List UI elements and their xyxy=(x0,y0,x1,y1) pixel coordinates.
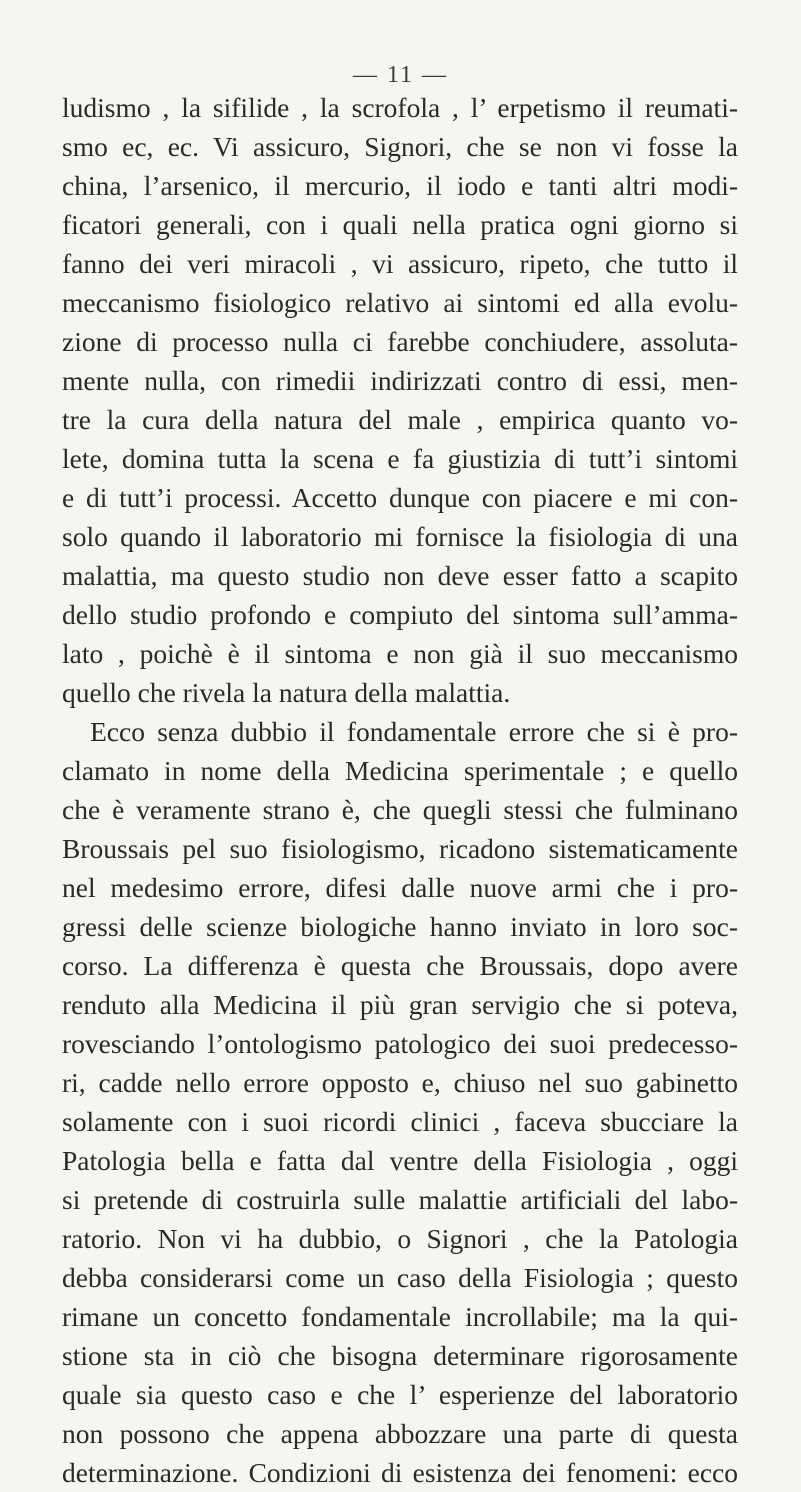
text-line: malattia, ma questo studio non deve esser fatto a scapito xyxy=(62,560,738,591)
text-line: china, l’arsenico, il mercurio, il iodo e tanti altri modi- xyxy=(62,170,738,201)
text-line: ri, cadde nello errore opposto e, chiuso nel suo gabinetto xyxy=(62,1067,738,1098)
text-line: solo quando il laboratorio mi fornisce la fisiologia di una xyxy=(62,521,738,552)
text-line: mente nulla, con rimedii indirizzati contro di essi, men- xyxy=(62,365,738,396)
text-line: lete, domina tutta la scena e fa giustizia di tutt’i sintomi xyxy=(62,443,738,474)
text-line: ratorio. Non vi ha dubbio, o Signori , che la Patologia xyxy=(62,1223,738,1254)
text-line: rimane un concetto fondamentale incrollabile; ma la qui- xyxy=(62,1301,738,1332)
text-line: lato , poichè è il sintoma e non già il suo meccanismo xyxy=(62,638,738,669)
text-line: debba considerarsi come un caso della Fisiologia ; questo xyxy=(62,1262,738,1293)
text-line: Patologia bella e fatta dal ventre della Fisiologia , oggi xyxy=(62,1145,738,1176)
body-text xyxy=(62,88,738,1492)
text-line: Broussais pel suo fisiologismo, ricadono sistematicamente xyxy=(62,833,738,864)
text-line: si pretende di costruirla sulle malattie artificiali del labo- xyxy=(62,1184,738,1215)
text-line: che è veramente strano è, che quegli stessi che fulminano xyxy=(62,794,738,825)
text-line: corso. La differenza è questa che Broussais, dopo avere xyxy=(62,950,738,981)
text-line: fanno dei veri miracoli , vi assicuro, ripeto, che tutto il xyxy=(62,248,738,279)
text-line: rovesciando l’ontologismo patologico dei suoi predecesso- xyxy=(62,1028,738,1059)
text-line: smo ec, ec. Vi assicuro, Signori, che se non vi fosse la xyxy=(62,131,738,162)
text-line: gressi delle scienze biologiche hanno inviato in loro soc- xyxy=(62,911,738,942)
text-line: renduto alla Medicina il più gran servigio che si poteva, xyxy=(62,989,738,1020)
text-line: non possono che appena abbozzare una parte di questa xyxy=(62,1418,738,1449)
text-line: quello che rivela la natura della malattia. xyxy=(62,677,511,708)
text-line: dello studio profondo e compiuto del sintoma sull’amma- xyxy=(62,599,738,630)
text-line: Ecco senza dubbio il fondamentale errore che si è pro- xyxy=(90,716,738,747)
text-line: clamato in nome della Medicina sperimentale ; e quello xyxy=(62,755,738,786)
text-line: solamente con i suoi ricordi clinici , faceva sbucciare la xyxy=(62,1106,738,1137)
text-line: stione sta in ciò che bisogna determinare rigorosamente xyxy=(62,1340,738,1371)
text-line: zione di processo nulla ci farebbe conchiudere, assoluta- xyxy=(62,326,738,357)
text-line: tre la cura della natura del male , empirica quanto vo- xyxy=(62,404,738,435)
text-line: meccanismo fisiologico relativo ai sintomi ed alla evolu- xyxy=(62,287,738,318)
text-line: ludismo , la sifilide , la scrofola , l’ erpetismo il reumati- xyxy=(62,92,738,123)
text-line: e di tutt’i processi. Accetto dunque con piacere e mi con- xyxy=(62,482,738,513)
text-line: ficatori generali, con i quali nella pratica ogni giorno si xyxy=(62,209,738,240)
text-line: quale sia questo caso e che l’ esperienze del laboratorio xyxy=(62,1379,738,1410)
text-line: nel medesimo errore, difesi dalle nuove armi che i pro- xyxy=(62,872,738,903)
page-number: — 11 — xyxy=(352,62,449,88)
text-line: determinazione. Condizioni di esistenza dei fenomeni: ecco xyxy=(62,1457,738,1488)
